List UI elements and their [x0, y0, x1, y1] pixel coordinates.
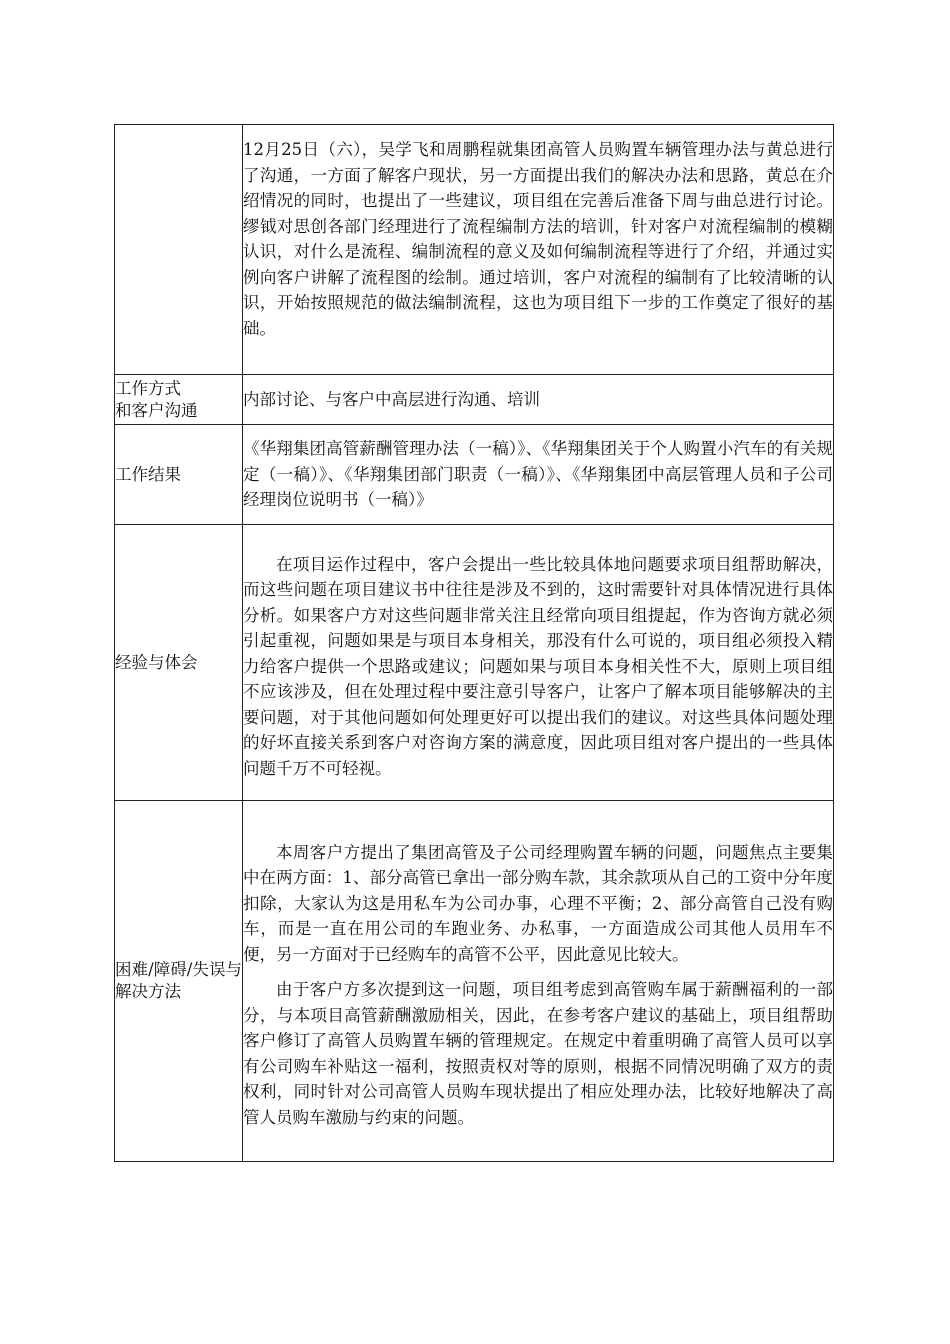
row-content-cell	[243, 375, 834, 425]
row-content-cell	[243, 425, 834, 525]
row-label-cell	[115, 425, 243, 525]
row-label-cell	[115, 525, 243, 801]
report-table	[114, 124, 834, 1162]
row-label: 经验与体会	[115, 652, 198, 672]
row-content-cell	[243, 801, 834, 1162]
table-row	[115, 125, 834, 375]
paragraph: 《华翔集团高管薪酬管理办法（一稿）》、《华翔集团关于个人购置小汽车的有关规定（一稿）》、《华翔集团部门职责（一稿）》、《华翔集团中高层管理人员和子公司经理岗位说明书（一稿）》	[243, 439, 833, 510]
table-row	[115, 801, 834, 1162]
paragraph: 由于客户方多次提到这一问题，项目组考虑到高管购车属于薪酬福利的一部分，与本项目高管薪酬激励相关，因此，在参考客户建议的基础上，项目组帮助客户修订了高管人员购置车辆的管理规定。在规定中着重明确了高管人员可以享有公司购车补贴这一福利，按照责权对等的原则，根据不同情况明确了双方的责权利，同时针对公司高管人员购车现状提出了相应处理办法，比较好地解决了高管人员购车激励与约束的问题。	[243, 980, 833, 1127]
table-row	[115, 425, 834, 525]
row-label: 工作方式	[115, 378, 181, 398]
row-content-cell	[243, 525, 834, 801]
paragraph: 本周客户方提出了集团高管及子公司经理购置车辆的问题，问题焦点主要集中在两方面：1、部分高管已拿出一部分购车款，其余款项从自己的工资中分年度扣除，大家认为这是用私车为公司办事，心理不平衡；2、部分高管自己没有购车，而是一直在用公司的车跑业务、办私事，一方面造成公司其他人员用车不便，另一方面对于已经购车的高管不公平，因此意见比较大。	[243, 842, 833, 964]
row-content-cell	[243, 125, 834, 375]
paragraph: 内部讨论、与客户中高层进行沟通、培训	[243, 389, 540, 409]
row-label-cell	[115, 375, 243, 425]
row-label-cell	[115, 801, 243, 1162]
row-label: 困难/障碍/失误与解决方法	[115, 960, 242, 1001]
row-label: 工作结果	[115, 464, 181, 484]
row-label-cell	[115, 125, 243, 375]
paragraph: 在项目运作过程中，客户会提出一些比较具体地问题要求项目组帮助解决，而这些问题在项目建议书中往往是涉及不到的，这时需要针对具体情况进行具体分析。如果客户方对这些问题非常关注且经常向项目组提起，作为咨询方就必须引起重视，问题如果是与项目本身相关，那没有什么可说的，项目组必须投入精力给客户提供一个思路或建议；问题如果与项目本身相关性不大，原则上项目组不应该涉及，但在处理过程中要注意引导客户，让客户了解本项目能够解决的主要问题，对于其他问题如何处理更好可以提出我们的建议。对这些具体问题处理的好坏直接关系到客户对咨询方案的满意度，因此项目组对客户提出的一些具体问题千万不可轻视。	[243, 554, 833, 778]
row-label: 和客户沟通	[115, 400, 198, 420]
paragraph: 12月25日（六），吴学飞和周鹏程就集团高管人员购置车辆管理办法与黄总进行了沟通，一方面了解客户现状，另一方面提出我们的解决办法和思路，黄总在介绍情况的同时，也提出了一些建议，项目组在完善后准备下周与曲总进行讨论。缪钺对思创各部门经理进行了流程编制方法的培训，针对客户对流程编制的模糊认识，对什么是流程、编制流程的意义及如何编制流程等进行了介绍，并通过实例向客户讲解了流程图的绘制。通过培训，客户对流程的编制有了比较清晰的认识，开始按照规范的做法编制流程，这也为项目组下一步的工作奠定了很好的基础。	[243, 140, 833, 338]
table-row	[115, 525, 834, 801]
table-row	[115, 375, 834, 425]
